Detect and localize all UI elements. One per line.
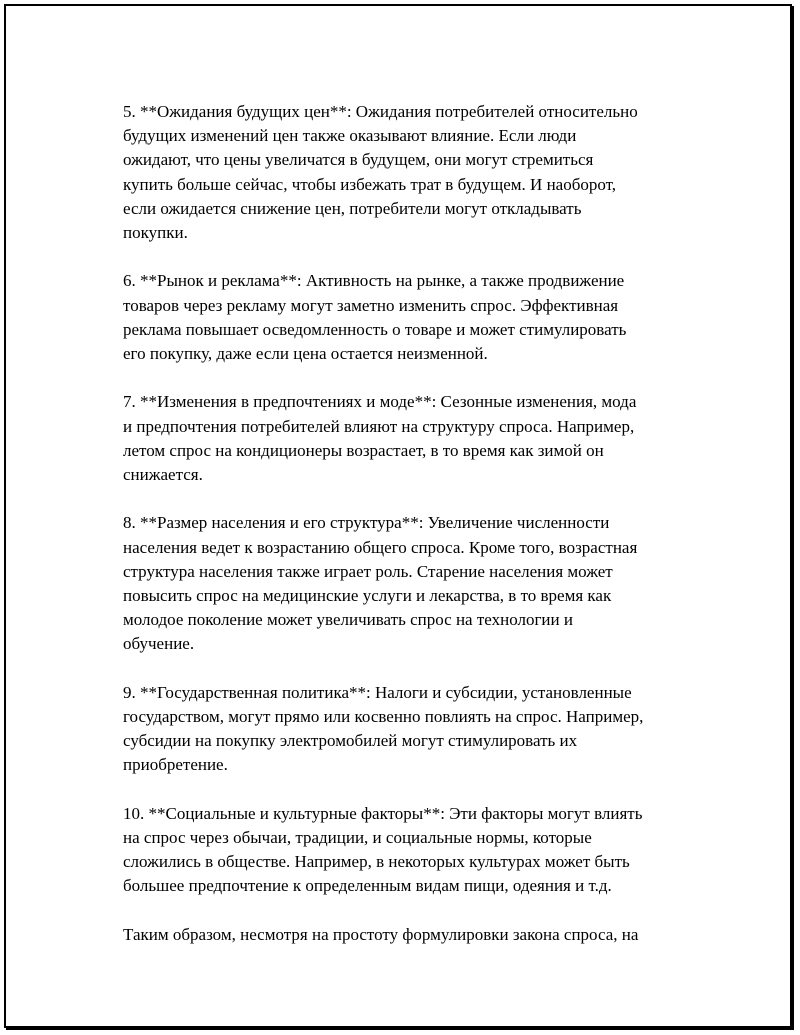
paragraph-government-policy: 9. **Государственная политика**: Налоги и субсидии, установленные государством, могут прямо или косвенно повлиять на спрос. Например, субсидии на покупку электромобилей могут стимулировать их приобретение. [123,682,644,775]
paragraph-social-cultural: 10. **Социальные и культурные факторы**: Эти факторы могут влиять на спрос через обычаи, традиции, и социальные нормы, которые сложились в обществе. Например, в некоторых культурах может быть большее предпочтение к определенным видам пищи, одеяния и т.д. [123,803,643,896]
paragraph-conclusion: Таким образом, несмотря на простоту формулировки закона спроса, на [123,924,639,944]
page-frame [4,4,792,1028]
document-body [123,100,693,971]
paragraph-population: 8. **Размер населения и его структура**: Увеличение численности населения ведет к возрастанию общего спроса. Кроме того, возрастная структура населения также играет роль. Старение населения может повысить спрос на медицинские услуги и лекарства, в то время как молодое поколение может увеличивать спрос на технологии и обучение. [123,513,638,654]
paragraph-expectations: 5. **Ожидания будущих цен**: Ожидания потребителей относительно будущих изменений цен также оказывают влияние. Если люди ожидают, что цены увеличатся в будущем, они могут стремиться купить больше сейчас, чтобы избежать трат в будущем. И наоборот, если ожидается снижение цен, потребители могут откладывать покупки. [123,102,638,243]
paragraph-market-advertising: 6. **Рынок и реклама**: Активность на рынке, а также продвижение товаров через рекламу могут заметно изменить спрос. Эффективная реклама повышает осведомленность о товаре и может стимулировать его покупку, даже если цена остается неизменной. [123,271,627,364]
paragraph-preferences-fashion: 7. **Изменения в предпочтениях и моде**: Сезонные изменения, мода и предпочтения потребителей влияют на структуру спроса. Например, летом спрос на кондиционеры возрастает, в то время как зимой он снижается. [123,392,637,485]
